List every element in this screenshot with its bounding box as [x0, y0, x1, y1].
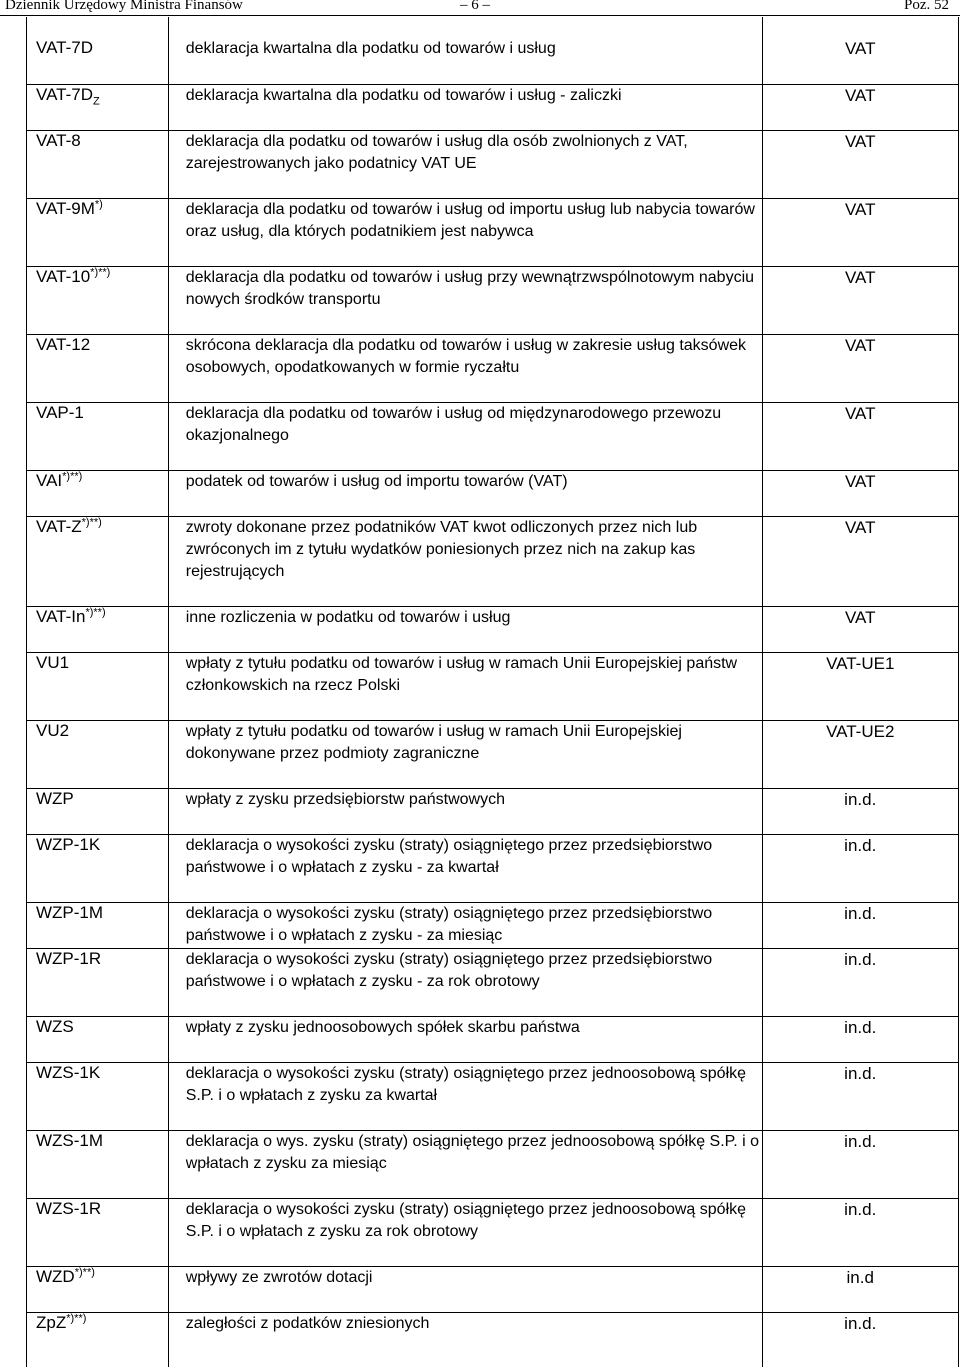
tax-category: in.d. [762, 1130, 958, 1198]
declaration-code [26, 1062, 178, 1130]
declaration-description: wpływy ze zwrotów dotacji [178, 1266, 763, 1312]
table-row [26, 198, 958, 266]
table-right-border [958, 17, 959, 1367]
table-row [26, 1312, 958, 1352]
declaration-description: deklaracja o wysokości zysku (straty) osiągniętego przez przedsiębiorstwo państwowe i o wpłatach z zysku - za kwartał [178, 834, 763, 902]
table-left-border [26, 17, 27, 1367]
declaration-code [26, 948, 178, 1016]
tax-category: VAT [844, 39, 876, 58]
declaration-code [26, 516, 178, 606]
table-row [26, 38, 958, 84]
tax-category: VAT [762, 266, 958, 334]
page-number: – 6 – [460, 0, 490, 13]
tax-category: VAT [762, 334, 958, 402]
tax-category: VAT [762, 84, 958, 130]
declaration-code-text: VAT-9M [36, 198, 95, 218]
declaration-code-text: VAI [36, 470, 63, 490]
declaration-code-text: WZP [36, 788, 74, 808]
table-row [26, 788, 958, 834]
tax-category: VAT [762, 130, 958, 198]
declaration-code-text: VAT-8 [36, 130, 81, 150]
tax-category: VAT [762, 402, 958, 470]
table-row [26, 1062, 958, 1130]
tax-category: in.d. [762, 1016, 958, 1062]
table-row [26, 720, 958, 788]
tax-category: in.d [762, 1266, 958, 1312]
column-divider-2 [762, 17, 763, 1367]
declaration-code [26, 130, 178, 198]
declaration-code [26, 720, 178, 788]
declaration-description: zaległości z podatków zniesionych [178, 1312, 763, 1352]
table-row [26, 402, 958, 470]
declaration-code [26, 1130, 178, 1198]
declaration-code-text: WZP-1R [36, 948, 102, 968]
declaration-code [26, 1198, 178, 1266]
declaration-code-text: VAP-1 [36, 402, 84, 422]
tax-category: VAT [762, 516, 958, 606]
declaration-description: podatek od towarów i usług od importu towarów (VAT) [178, 470, 763, 516]
column-divider-1 [168, 17, 169, 1367]
tax-category: in.d. [762, 902, 958, 948]
declaration-code-text: VAT-7D [36, 38, 93, 57]
header-rule [0, 15, 960, 16]
declaration-description: deklaracja dla podatku od towarów i usług przy wewnątrzwspólnotowym nabyciu nowych środków transportu [178, 266, 763, 334]
declaration-code [26, 1266, 178, 1312]
table-row [26, 1130, 958, 1198]
declaration-code-subscript: Z [93, 94, 100, 107]
declaration-code [26, 402, 178, 470]
declarations-table [26, 38, 958, 1352]
declaration-code [26, 198, 178, 266]
declaration-code-text: WZS-1K [36, 1062, 101, 1082]
declaration-code-text: VAT-7D [36, 84, 93, 104]
declaration-code-text: WZP-1M [36, 902, 104, 922]
tax-category: in.d. [762, 948, 958, 1016]
tax-category: VAT [762, 606, 958, 652]
declaration-description: deklaracja kwartalna dla podatku od towarów i usług - zaliczki [178, 84, 763, 130]
table-row [26, 334, 958, 402]
declaration-code [26, 902, 178, 948]
table-row [26, 470, 958, 516]
tax-category: in.d. [762, 1198, 958, 1266]
declaration-code-text: WZP-1K [36, 834, 101, 854]
declaration-description: deklaracja o wysokości zysku (straty) osiągniętego przez przedsiębiorstwo państwowe i o wpłatach z zysku - za miesiąc [178, 902, 763, 948]
declaration-code-text: VU2 [36, 720, 70, 740]
declaration-description: wpłaty z tytułu podatku od towarów i usług w ramach Unii Europejskiej dokonywane przez podmioty zagraniczne [178, 720, 763, 788]
declaration-code-text: VAT-In [36, 606, 86, 626]
table-row [26, 606, 958, 652]
declaration-code [26, 266, 178, 334]
declaration-code [26, 652, 178, 720]
footnote-mark: *)**) [90, 265, 111, 278]
declaration-code-text: VU1 [36, 652, 70, 672]
footnote-mark: *)**) [62, 469, 83, 482]
declaration-description: wpłaty z zysku jednoosobowych spółek skarbu państwa [178, 1016, 763, 1062]
declaration-description: deklaracja dla podatku od towarów i usług od międzynarodowego przewozu okazjonalnego [178, 402, 763, 470]
tax-category: VAT [762, 198, 958, 266]
tax-category: in.d. [762, 788, 958, 834]
declaration-description: wpłaty z tytułu podatku od towarów i usług w ramach Unii Europejskiej państw członkowskich na rzecz Polski [178, 652, 763, 720]
table-row [26, 516, 958, 606]
declaration-code [26, 834, 178, 902]
declaration-code [26, 334, 178, 402]
table-row [26, 266, 958, 334]
declaration-code-text: VAT-10 [36, 266, 91, 286]
declaration-description: deklaracja o wysokości zysku (straty) osiągniętego przez przedsiębiorstwo państwowe i o wpłatach z zysku - za rok obrotowy [178, 948, 763, 1016]
table-row [26, 1266, 958, 1312]
declaration-description: wpłaty z zysku przedsiębiorstw państwowych [178, 788, 763, 834]
declaration-code [26, 788, 178, 834]
declaration-code [26, 470, 178, 516]
tax-category: VAT [762, 470, 958, 516]
footnote-mark: *)**) [74, 1265, 95, 1278]
position-number: Poz. 52 [904, 0, 949, 13]
declaration-code [26, 84, 178, 130]
tax-category: VAT-UE1 [762, 652, 958, 720]
page-header [0, 0, 960, 15]
table-row [26, 130, 958, 198]
declaration-description: deklaracja dla podatku od towarów i usług od importu usług lub nabycia towarów oraz usług, dla których podatnikiem jest nabywca [178, 198, 763, 266]
tax-category: in.d. [762, 1312, 958, 1352]
declaration-description: skrócona deklaracja dla podatku od towarów i usług w zakresie usług taksówek osobowych, opodatkowanych w formie ryczałtu [178, 334, 763, 402]
declaration-code-text: WZS-1M [36, 1130, 104, 1150]
table-row [26, 652, 958, 720]
table-row [26, 834, 958, 902]
table-row [26, 902, 958, 948]
table-row [26, 948, 958, 1016]
declaration-code-text: VAT-12 [36, 334, 91, 354]
declaration-code-text: VAT-Z [36, 516, 82, 536]
tax-category: VAT-UE2 [762, 720, 958, 788]
declaration-description: deklaracja o wys. zysku (straty) osiągniętego przez jednoosobową spółkę S.P. i o wpłatach z zysku za miesiąc [178, 1130, 763, 1198]
declaration-code-text: ZpZ [36, 1312, 67, 1332]
declaration-description: deklaracja kwartalna dla podatku od towarów i usług [185, 40, 556, 57]
table-row [26, 1016, 958, 1062]
table-row [26, 84, 958, 130]
declaration-code [26, 1312, 178, 1352]
declaration-code [26, 606, 178, 652]
declaration-code-text: WZS [36, 1016, 74, 1036]
declaration-code-text: WZD [36, 1266, 75, 1286]
tax-category: in.d. [762, 1062, 958, 1130]
declaration-description: inne rozliczenia w podatku od towarów i usług [178, 606, 763, 652]
footnote-mark: *)**) [81, 515, 102, 528]
declaration-description: deklaracja o wysokości zysku (straty) osiągniętego przez jednoosobową spółkę S.P. i o wpłatach z zysku za kwartał [178, 1062, 763, 1130]
declaration-code [26, 1016, 178, 1062]
tax-category: in.d. [762, 834, 958, 902]
journal-title: Dziennik Urzędowy Ministra Finansów [5, 0, 243, 13]
declaration-description: zwroty dokonane przez podatników VAT kwot odliczonych przez nich lub zwróconych im z tytułu wydatków poniesionych przez nich na zakup kas rejestrujących [178, 516, 763, 606]
footnote-mark: *) [94, 197, 103, 210]
declaration-description: deklaracja dla podatku od towarów i usług dla osób zwolnionych z VAT, zarejestrowanych jako podatnicy VAT UE [178, 130, 763, 198]
footnote-mark: *)**) [85, 605, 106, 618]
footnote-mark: *)**) [66, 1311, 87, 1324]
table-row [26, 1198, 958, 1266]
declaration-description: deklaracja o wysokości zysku (straty) osiągniętego przez jednoosobową spółkę S.P. i o wpłatach z zysku za rok obrotowy [178, 1198, 763, 1266]
declaration-code-text: WZS-1R [36, 1198, 102, 1218]
declaration-code [26, 38, 178, 84]
